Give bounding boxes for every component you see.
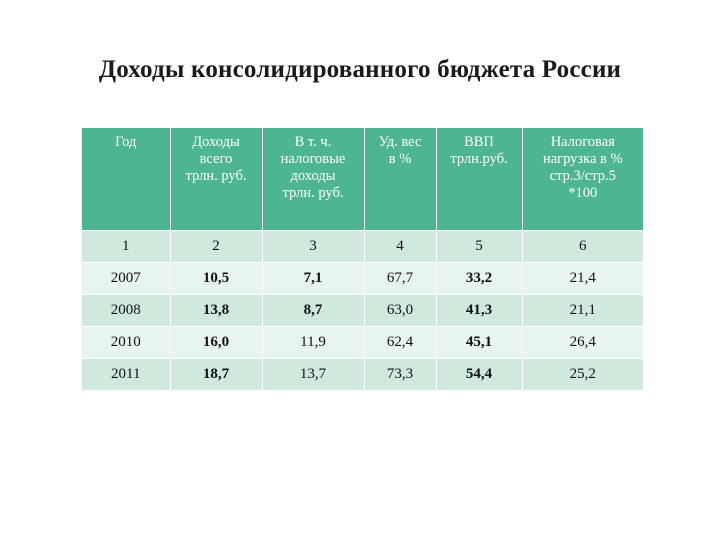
table-cell: 26,4: [522, 327, 643, 359]
header-share: Уд. вес в %: [364, 128, 436, 231]
header-year: Год: [82, 128, 170, 231]
table-cell: 10,5: [170, 263, 262, 295]
table-row: [82, 327, 643, 359]
table-cell: 62,4: [364, 327, 436, 359]
table-cell: 8,7: [262, 295, 364, 327]
header-tax-burden: Налоговая нагрузка в % стр.3/стр.5 *100: [522, 128, 643, 231]
table-cell: 16,0: [170, 327, 262, 359]
table-cell: 11,9: [262, 327, 364, 359]
table-cell: 4: [364, 231, 436, 263]
table-cell: 67,7: [364, 263, 436, 295]
table-cell: 2: [170, 231, 262, 263]
slide-title: Доходы консолидированного бюджета России: [98, 56, 622, 83]
table-cell: 45,1: [436, 327, 522, 359]
table-cell: 5: [436, 231, 522, 263]
table-cell: 73,3: [364, 359, 436, 391]
table-cell: 21,4: [522, 263, 643, 295]
table-cell: 18,7: [170, 359, 262, 391]
table-cell: 3: [262, 231, 364, 263]
table-cell: 7,1: [262, 263, 364, 295]
table-cell: 1: [82, 231, 170, 263]
header-gdp: ВВП трлн.руб.: [436, 128, 522, 231]
table-cell: 41,3: [436, 295, 522, 327]
table-cell: 54,4: [436, 359, 522, 391]
table-cell: 6: [522, 231, 643, 263]
table-cell: 33,2: [436, 263, 522, 295]
header-revenue-total: Доходы всего трлн. руб.: [170, 128, 262, 231]
table-cell: 13,8: [170, 295, 262, 327]
header-tax-revenue: В т. ч. налоговые доходы трлн. руб.: [262, 128, 364, 231]
table-cell: 2010: [82, 327, 170, 359]
table-cell: 2008: [82, 295, 170, 327]
budget-table: [82, 128, 643, 390]
table-cell: 63,0: [364, 295, 436, 327]
table-header-row: [82, 128, 643, 231]
table-cell: 13,7: [262, 359, 364, 391]
table-row-column-numbers: [82, 231, 643, 263]
table-cell: 2007: [82, 263, 170, 295]
table-cell: 25,2: [522, 359, 643, 391]
table-cell: 21,1: [522, 295, 643, 327]
table-cell: 2011: [82, 359, 170, 391]
table-row: [82, 295, 643, 327]
table-row: [82, 263, 643, 295]
table-row: [82, 359, 643, 391]
